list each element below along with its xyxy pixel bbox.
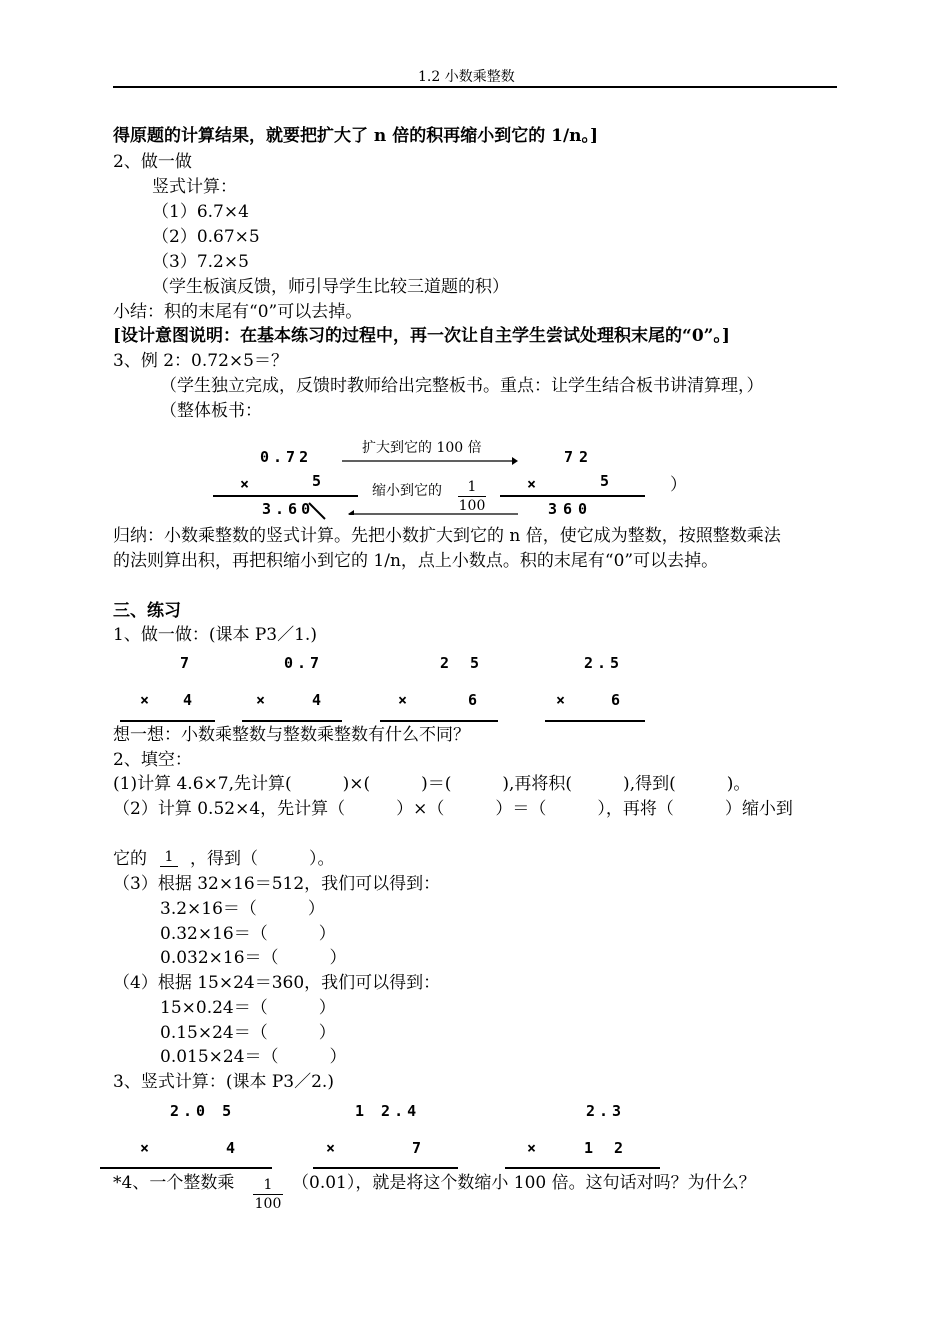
board-left-mul: 5: [312, 472, 322, 490]
q3-p1-rule: [100, 1167, 272, 1169]
board-left-times: ×: [240, 475, 250, 493]
section2-item-1: （1）6.7×4: [152, 202, 249, 222]
q1-p1-mul: 4: [183, 691, 193, 709]
q1-p3-mul: 6: [468, 691, 478, 709]
q3-p1-mul: 4: [226, 1139, 236, 1157]
board-left-result: 3.60: [262, 500, 315, 518]
section3-board: （整体板书：: [160, 401, 262, 421]
arrow-bottom-label: 缩小到它的: [372, 483, 442, 499]
q2-2b-fraction-num: 1: [164, 849, 174, 865]
q2-1: (1)计算 4.6×7,先计算( )×( )＝( ),再将积( ),得到( )。: [113, 774, 751, 794]
practice-q1: 1、做一做：(课本 P3／1.): [113, 625, 317, 645]
q3-p3-mul: 1 2: [584, 1139, 630, 1157]
q3-p3-times: ×: [527, 1139, 537, 1157]
conclusion-line-2: 的法则算出积，再把积缩小到它的 1/n，点上小数点。积的末尾有“0”可以去掉。: [113, 551, 719, 571]
q3-p1-top: 2.0 5: [170, 1102, 236, 1120]
q3-p2-times: ×: [326, 1139, 336, 1157]
board-right-rule: [500, 495, 645, 497]
q2-2: （2）计算 0.52×4，先计算（ ）×（ ）＝（ ），再将（ ）缩小到: [113, 799, 793, 819]
q1-p3-top: 2 5: [440, 654, 486, 672]
q4-post: （0.01），就是将这个数缩小 100 倍。这句话对吗？为什么？: [292, 1173, 756, 1193]
q3-p1-times: ×: [140, 1139, 150, 1157]
cross-out-mark: [306, 500, 330, 524]
arrow-fraction-num: 1: [467, 479, 477, 495]
q1-p1-rule: [120, 720, 215, 722]
section2-title: 2、做一做: [113, 152, 192, 172]
q2-3-item-1: 3.2×16＝（ ）: [160, 899, 325, 919]
q2-3: （3）根据 32×16＝512，我们可以得到：: [113, 874, 441, 894]
section3-title: 3、例 2：0.72×5＝？: [113, 351, 288, 371]
q4-pre: *4、一个整数乘: [113, 1173, 235, 1193]
board-left-rule: [213, 495, 358, 497]
arrow-left-head: [348, 510, 354, 515]
board-right-top: 72: [564, 448, 595, 466]
design-note: [设计意图说明：在基本练习的过程中，再一次让自主学生尝试处理积末尾的“0”。]: [113, 326, 730, 346]
section2-sub: 竖式计算：: [152, 177, 237, 197]
q1-p4-mul: 6: [611, 691, 621, 709]
q1-p3-times: ×: [398, 691, 408, 709]
q1-p1-times: ×: [140, 691, 150, 709]
q4-fraction-den: 100: [254, 1196, 282, 1212]
summary: 小结：积的末尾有“0”可以去掉。: [113, 302, 363, 322]
q3-p2-top: 1 2.4: [355, 1102, 421, 1120]
q4-fraction-num: 1: [263, 1177, 273, 1193]
q4-fraction: [253, 1178, 283, 1211]
q1-p1-top: 7: [180, 654, 190, 672]
q1-p2-mul: 4: [312, 691, 322, 709]
section2-note: （学生板演反馈，师引导学生比较三道题的积）: [152, 277, 509, 297]
q2-4-item-3: 0.015×24＝（ ）: [160, 1047, 347, 1067]
practice-q2: 2、填空：: [113, 750, 192, 770]
board-right-result: 360: [548, 500, 594, 518]
board-left-top: 0.72: [260, 448, 313, 466]
q1-p4-times: ×: [556, 691, 566, 709]
section2-item-2: （2）0.67×5: [152, 227, 260, 247]
board-close: ）: [670, 475, 687, 495]
arrow-right-head: [512, 457, 518, 465]
q2-2b-fraction-bar: [160, 866, 178, 867]
q2-4: （4）根据 15×24＝360，我们可以得到：: [113, 973, 441, 993]
q1-p2-times: ×: [256, 691, 266, 709]
intro-line: 得原题的计算结果，就要把扩大了 n 倍的积再缩小到它的 1/n。]: [113, 126, 599, 146]
q1-p2-rule: [242, 720, 342, 722]
section3-note: （学生独立完成，反馈时教师给出完整板书。重点：让学生结合板书讲清算理，）: [160, 376, 764, 396]
section2-item-3: （3）7.2×5: [152, 252, 249, 272]
q2-2b-post: ，得到（ ）。: [190, 849, 335, 869]
q2-4-item-1: 15×0.24＝（ ）: [160, 998, 336, 1018]
q2-2b-fraction: [160, 850, 178, 869]
q2-2b-pre: 它的: [113, 849, 147, 869]
q3-p3-top: 2.3: [586, 1102, 626, 1120]
q2-4-item-2: 0.15×24＝（ ）: [160, 1023, 336, 1043]
arrow-fraction-den: 100: [458, 498, 486, 514]
practice-q3: 3、竖式计算：(课本 P3／2.): [113, 1072, 334, 1092]
think-question: 想一想：小数乘整数与整数乘整数有什么不同？: [113, 725, 470, 745]
arrow-top-label: 扩大到它的 100 倍: [362, 440, 482, 456]
q2-3-item-3: 0.032×16＝（ ）: [160, 948, 347, 968]
q1-p3-rule: [380, 720, 498, 722]
q3-p2-mul: 7: [412, 1139, 422, 1157]
q1-p4-top: 2.5: [584, 654, 624, 672]
arrow-fraction-bar: [458, 496, 486, 497]
page-header-title: 1.2 小数乘整数: [418, 69, 515, 85]
board-right-mul: 5: [600, 472, 610, 490]
q4-fraction-bar: [253, 1194, 283, 1195]
conclusion-line-1: 归纳：小数乘整数的竖式计算。先把小数扩大到它的 n 倍，使它成为整数，按照整数乘法: [113, 526, 781, 546]
q3-p2-rule: [313, 1167, 458, 1169]
q1-p2-top: 0.7: [284, 654, 324, 672]
practice-title: 三、练习: [113, 601, 181, 621]
q1-p4-rule: [545, 720, 645, 722]
arrow-fraction: [458, 480, 486, 513]
q2-3-item-2: 0.32×16＝（ ）: [160, 924, 336, 944]
q3-p3-rule: [505, 1167, 660, 1169]
header-rule: [113, 86, 837, 88]
board-right-times: ×: [527, 475, 537, 493]
